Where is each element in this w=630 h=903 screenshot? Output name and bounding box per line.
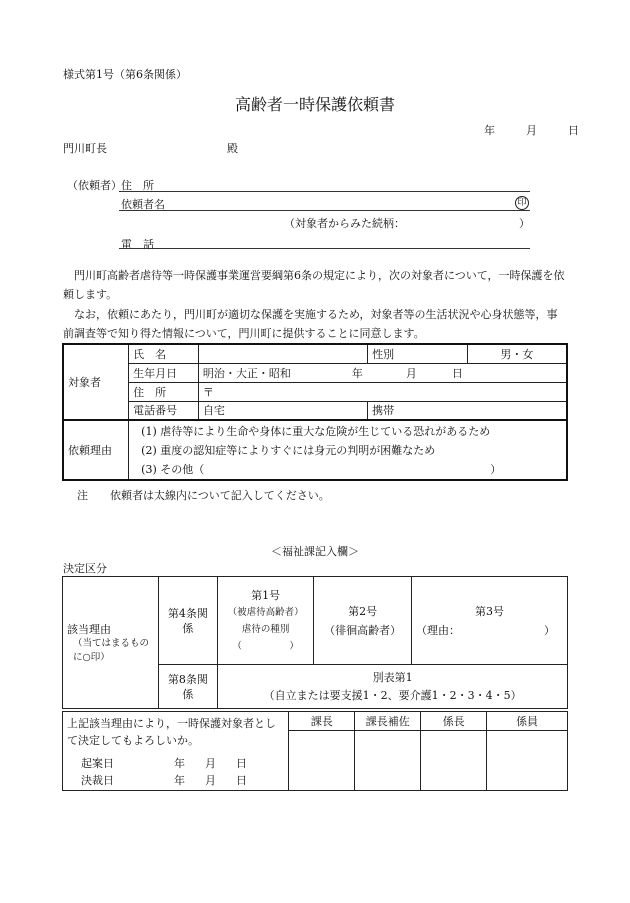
postal-mark: 〒 [202, 385, 214, 399]
article-4: 第4条関係 [158, 577, 218, 665]
requester-name-label: 依頼者名 [121, 198, 165, 211]
mobile-label: 携帯 [372, 404, 395, 418]
date-line [484, 122, 579, 138]
gender-options[interactable]: 男・女 [467, 344, 567, 363]
reason-title: 該当理由 [67, 622, 111, 636]
decide-date[interactable]: 決裁日 年 月 日 [81, 774, 247, 787]
draft-date[interactable]: 起案日 年 月 日 [81, 757, 247, 770]
stamp-chief[interactable] [289, 731, 355, 791]
decide-label: 決裁日 [81, 774, 114, 787]
paragraph-2: なお，依頼にあたり，門川町が適切な保護を実施するため，対象者等の生活状況や心身状態等，事前調査等で知り得た情報について，門川町に提供することに同意します。 [63, 308, 558, 340]
reason-options[interactable] [129, 420, 567, 480]
subject-table [62, 343, 568, 481]
address-label: 住 所 [129, 382, 199, 401]
reason-cell [63, 577, 159, 709]
seal-mark [515, 195, 529, 210]
birth-label: 生年月日 [129, 363, 199, 382]
stamp-section-head[interactable] [421, 731, 487, 791]
subject-group-label: 対象者 [63, 344, 129, 420]
no1-paren: （ ） [232, 640, 299, 652]
option-no1[interactable] [218, 577, 314, 665]
requester-address-line[interactable] [119, 191, 530, 192]
home-label: 自宅 [202, 404, 225, 418]
stamp-deputy[interactable] [355, 731, 421, 791]
other-close: ） [490, 462, 502, 476]
approval-cell [63, 712, 289, 791]
requester-phone-line[interactable] [119, 248, 530, 249]
draft-label: 起案日 [81, 757, 114, 770]
page-title: 高齢者一時保護依頼書 [234, 95, 395, 114]
phone-label: 電話番号 [129, 401, 199, 420]
no1-sub1: （被虐待高齢者） [227, 606, 304, 618]
seal-icon: 印 [515, 196, 529, 210]
requester-name-line[interactable] [119, 210, 530, 211]
no3-reason: （理由： [416, 623, 461, 637]
stamp-staff[interactable] [487, 731, 568, 791]
date-day: 日 [568, 124, 579, 137]
note: 注 依頼者は太線内について記入してください。 [77, 489, 330, 502]
birth-field[interactable] [198, 363, 567, 382]
decision-table [62, 576, 568, 709]
decision-label: 決定区分 [63, 562, 107, 575]
era-options: 明治・大正・昭和 [202, 366, 291, 380]
address-field[interactable] [198, 382, 567, 401]
approval-text: 上記該当理由により，一時保護対象者として決定してもよろしいか。 [67, 717, 276, 747]
table1-sub: （自立または要支援1・2、要介護1・2・3・4・5） [263, 688, 522, 702]
option-table1[interactable] [218, 665, 568, 709]
date-month: 月 [526, 124, 537, 137]
article-8: 第8条関係 [158, 665, 218, 709]
paragraph-1: 門川町高齢者虐待等一時保護事業運営要綱第6条の規定により，次の対象者について，一時保護を依頼します。 [63, 269, 565, 301]
birth-year: 年 [351, 366, 363, 380]
no2-sub: （徘徊高齢者） [324, 623, 402, 637]
no1-sub2: 虐待の種別 [241, 623, 290, 635]
role-staff: 係員 [487, 712, 568, 731]
relation-label: （対象者からみた続柄： [284, 217, 405, 230]
reason-hint: （当てはまるものに○印） [73, 637, 150, 663]
gender-label: 性別 [368, 344, 468, 363]
table1-title: 別表第1 [372, 670, 413, 684]
approval-table [62, 711, 568, 791]
addressee-name: 門川町長 [63, 142, 107, 155]
role-chief: 課長 [289, 712, 355, 731]
birth-day: 日 [451, 366, 463, 380]
no2-title: 第2号 [348, 604, 378, 618]
date-year: 年 [484, 124, 495, 137]
office-heading: ＜福祉課記入欄＞ [271, 545, 359, 558]
requester-label: （依頼者） [67, 179, 122, 192]
requester-phone-label: 電 話 [121, 238, 154, 251]
name-field[interactable] [198, 344, 367, 363]
name-label: 氏 名 [129, 344, 199, 363]
home-phone-field[interactable] [198, 401, 367, 420]
no3-close: ） [544, 623, 556, 637]
relation-close: ） [519, 217, 530, 230]
no1-title: 第1号 [251, 588, 281, 602]
reason-2[interactable]: (2) 重度の認知症等によりすぐには身元の判明が困難なため [141, 443, 436, 457]
form-number: 様式第1号（第6条関係） [63, 68, 187, 81]
reason-1[interactable]: (1) 虐待等により生命や身体に重大な危険が生じている恐れがあるため [141, 424, 491, 438]
no3-title: 第3号 [475, 604, 505, 618]
birth-month: 月 [405, 366, 417, 380]
option-no2[interactable] [314, 577, 412, 665]
reason-3[interactable]: (3) その他（ ） [141, 462, 502, 476]
role-deputy: 課長補佐 [355, 712, 421, 731]
requester-address-label: 住 所 [121, 179, 154, 192]
role-section-head: 係長 [421, 712, 487, 731]
addressee-honorific: 殿 [227, 142, 238, 155]
option-no3[interactable] [412, 577, 568, 665]
mobile-phone-field[interactable] [368, 401, 567, 420]
reason-label: 依頼理由 [63, 420, 129, 480]
